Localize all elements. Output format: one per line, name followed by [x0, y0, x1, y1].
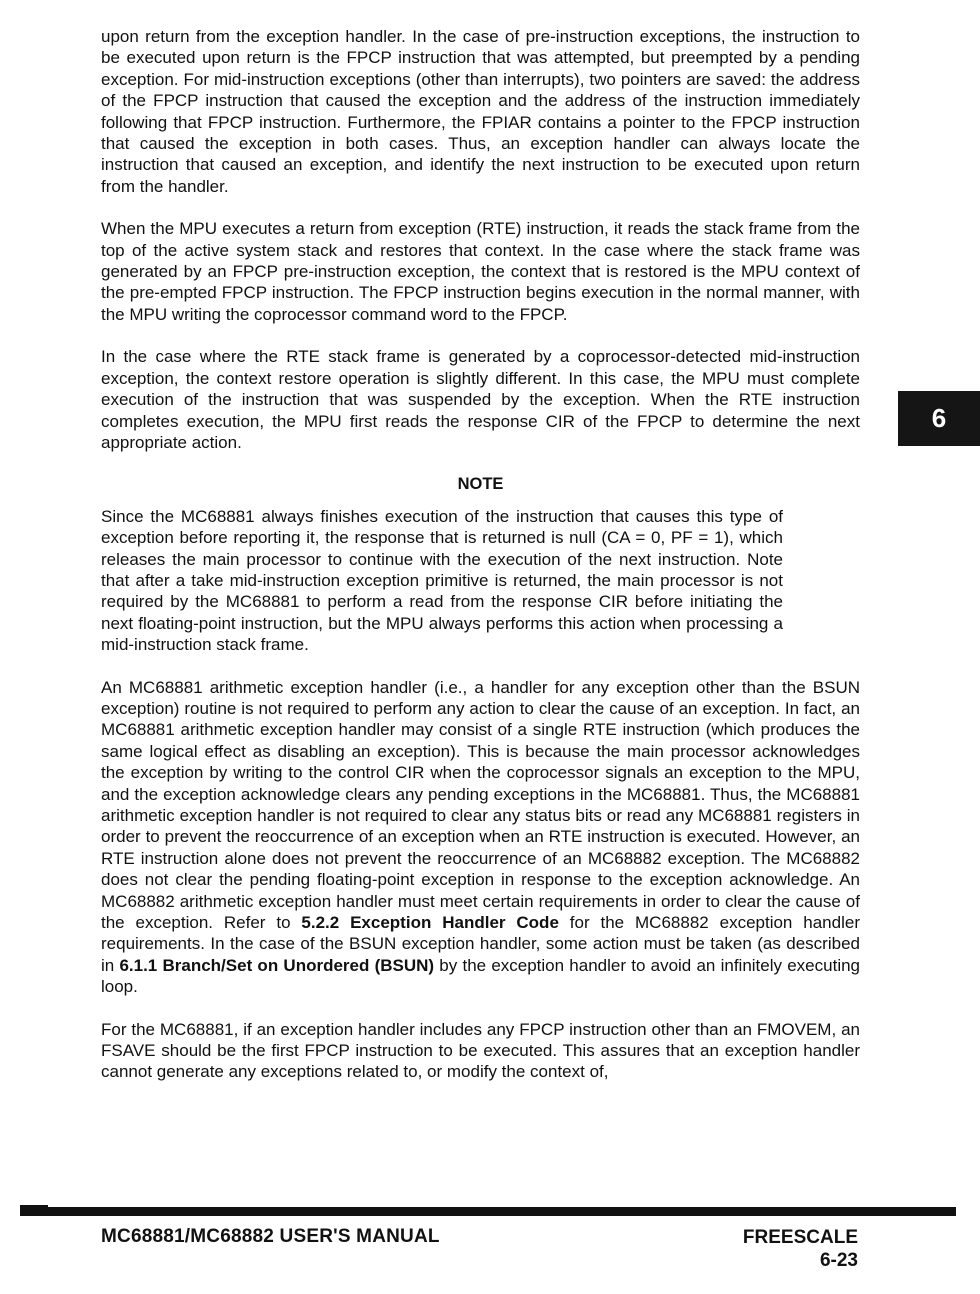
paragraph-text: for the MC68882 exception handler requirements. In the case of the BSUN exception handler, some action must be taken (as described in — [101, 913, 860, 975]
paragraph-exception-return: upon return from the exception handler. In the case of pre-instruction exceptions, the instruction to be executed upon return is the FPCP instruction that was attempted, but preempted by a pending exception. For mid-instruction exceptions (other than interrupts), two pointers are saved: the address of the FPCP instruction that caused the exception and the address of the instruction immediately following that FPCP instruction. Furthermore, the FPIAR contains a pointer to the FPCP instruction that caused the exception in both cases. Thus, an exception handler can always locate the instruction that caused an exception, and identify the next instruction to be executed upon return from the handler. — [101, 27, 860, 196]
paragraph-arithmetic-handler — [101, 677, 860, 998]
footer-right-block — [700, 1226, 858, 1272]
section-tab: 6 — [898, 391, 980, 446]
cross-reference-exception-handler-code: 5.2.2 Exception Handler Code — [301, 913, 559, 933]
paragraph-rte-execution: When the MPU executes a return from exception (RTE) instruction, it reads the stack frame from the top of the active system stack and restores that context. In the case where the stack frame was generated by an FPCP pre-instruction exception, the context that is restored is the MPU context of the pre-empted FPCP instruction. The FPCP instruction begins execution in the normal manner, with the MPU writing the coprocessor command word to the FPCP. — [101, 219, 860, 324]
paragraph-fsave: For the MC68881, if an exception handler includes any FPCP instruction other than an FMOVEM, an FSAVE should be the first FPCP instruction to be executed. This assures that an exception handler cannot generate any exceptions related to, or modify the context of, — [101, 1019, 860, 1082]
cross-reference-bsun: 6.1.1 Branch/Set on Unordered (BSUN) — [119, 955, 435, 975]
footer-manual-title: MC68881/MC68882 USER'S MANUAL — [101, 1226, 440, 1247]
note-body: Since the MC68881 always finishes execution of the instruction that causes this type of exception before reporting it, the response that is returned is null (CA = 0, PF = 1), which releases the main processor to continue with the execution of the next instruction. Note that after a take mid-instruction exception primitive is returned, the main processor is not required by the MC68881 to perform a read from the response CIR before initiating the next floating-point instruction, but the MPU always performs this action when processing a mid-instruction stack frame. — [101, 506, 783, 655]
footer-rule — [20, 1207, 956, 1216]
note-heading: NOTE — [457, 475, 504, 494]
footer-company: FREESCALE — [742, 1227, 858, 1248]
page-number: 6-23 — [819, 1250, 858, 1271]
paragraph-text: by the exception handler to avoid an infinitely executing loop. — [101, 955, 861, 997]
paragraph-text: An MC68881 arithmetic exception handler (i.e., a handler for any exception other than the BSUN exception) routine is not required to perform any action to clear the cause of an exception. In fact, an MC68881 arithmetic exception handler may consist of a single RTE instruction (which produces the same logical effect as disabling an exception). This is because the main processor acknowledges the exception by writing to the control CIR when the coprocessor signals an exception to the MPU, and the exception acknowledge clears any pending exceptions in the MC68881. Thus, the MC68881 arithmetic exception handler is not required to clear any status bits or read any MC68881 registers in order to prevent the reoccurrence of an exception when an RTE instruction is executed. However, an RTE instruction alone does not prevent the reoccurrence of an MC68882 exception. The MC68882 does not clear the pending floating-point exception in response to the exception acknowledge. An MC68882 arithmetic exception handler must meet certain requirements in order to clear the cause of the exception. Refer to — [101, 677, 860, 933]
paragraph-mid-instruction-rte: In the case where the RTE stack frame is generated by a coprocessor-detected mid-instruction exception, the context restore operation is slightly different. In this case, the MPU must complete execution of the instruction that was suspended by the exception. When the RTE instruction completes execution, the MPU first reads the response CIR of the FPCP to determine the next appropriate action. — [101, 347, 860, 452]
body-text — [101, 26, 860, 1104]
